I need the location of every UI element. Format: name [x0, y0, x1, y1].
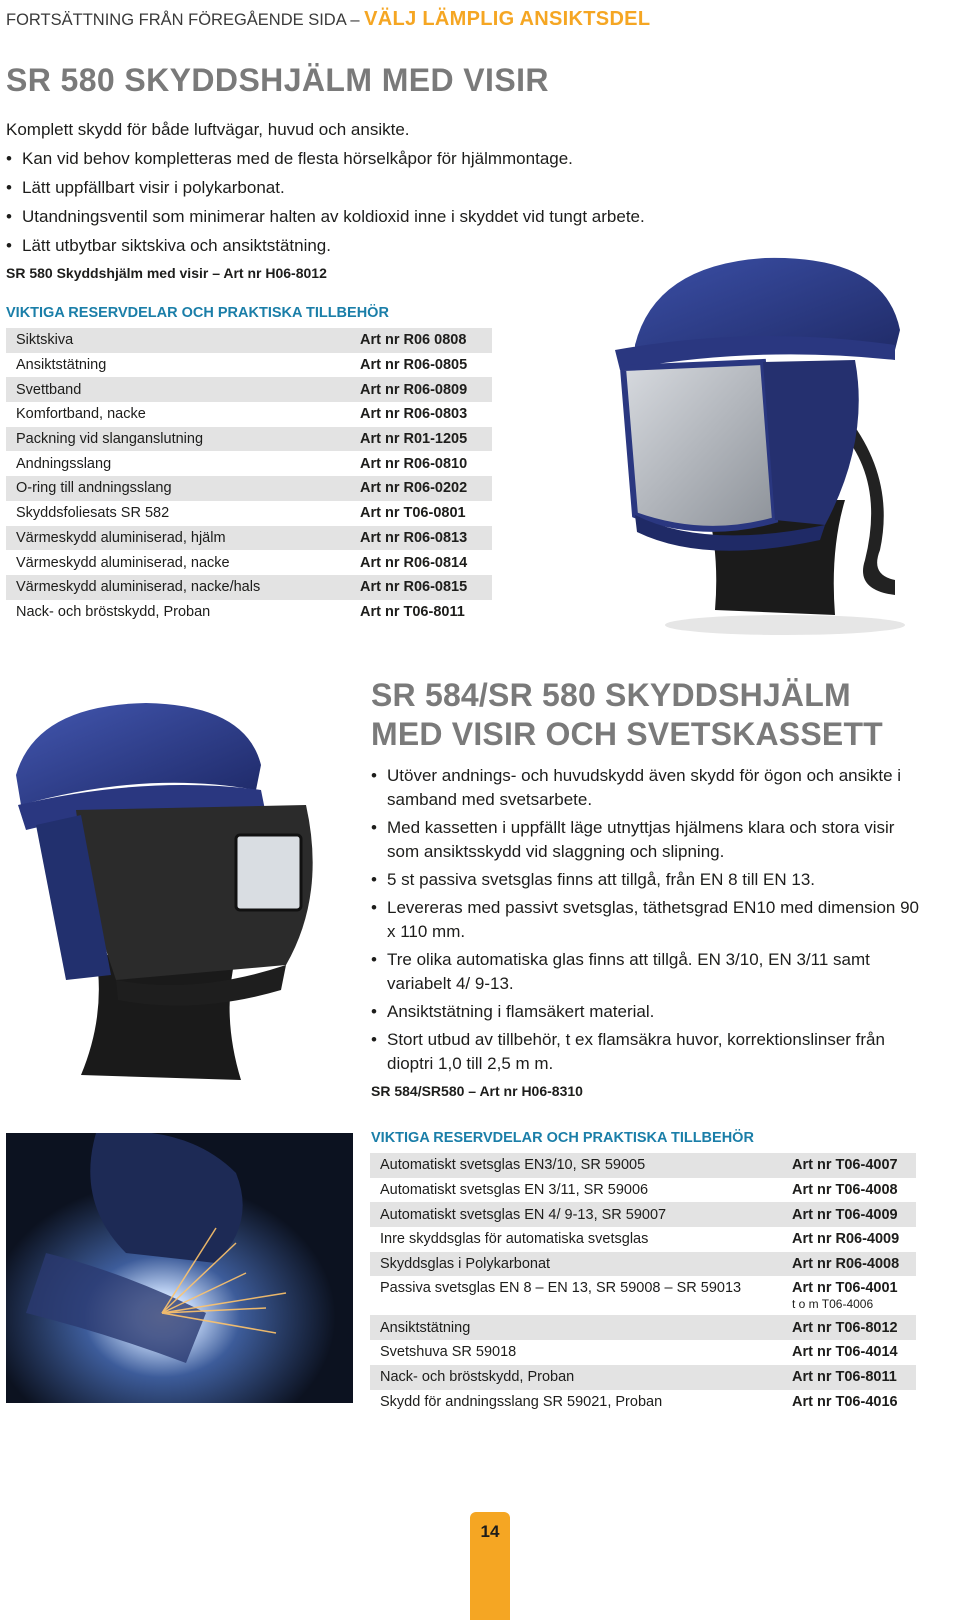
part-name: Siktskiva: [16, 332, 74, 349]
list-item: • Lätt uppfällbart visir i polykarbonat.: [6, 173, 746, 202]
part-art-number: Art nr T06-4009: [792, 1206, 898, 1223]
section2-title-line2: MED VISIR OCH SVETSKASSETT: [371, 716, 883, 752]
table-row: [6, 476, 492, 501]
part-art-number: Art nr R06-4008: [792, 1256, 900, 1273]
table-row: [6, 377, 492, 402]
breadcrumb-prefix: FORTSÄTTNING FRÅN FÖREGÅENDE SIDA –: [6, 11, 365, 29]
part-name: Komfortband, nacke: [16, 406, 146, 423]
list-item: • Kan vid behov kompletteras med de flesta hörselkåpor för hjälmmontage.: [6, 144, 746, 173]
section1-bullet-list: [6, 144, 746, 260]
part-art-number: Art nr R06-4009: [792, 1231, 900, 1248]
list-item: • 5 st passiva svetsglas finns att tillgå, från EN 8 till EN 13.: [371, 868, 931, 892]
part-art-number: Art nr T06-0801: [360, 505, 466, 522]
part-art-number: Art nr R06-0803: [360, 406, 468, 423]
table-row: [6, 353, 492, 378]
list-item: • Utandningsventil som minimerar halten av koldioxid inne i skyddet vid tungt arbete.: [6, 202, 746, 231]
list-item: • Stort utbud av tillbehör, t ex flamsäkra huvor, korrektionslinser från dioptri 1,0 till 2,5 m m.: [371, 1028, 931, 1076]
part-name: Automatiskt svetsglas EN 3/11, SR 59006: [380, 1182, 649, 1199]
part-art-number: Art nr T06-4016: [792, 1393, 898, 1410]
list-item: • Levereras med passivt svetsglas, täthetsgrad EN10 med dimension 90 x 110 mm.: [371, 896, 931, 944]
part-name: Svetshuva SR 59018: [380, 1344, 517, 1361]
table-row: [6, 501, 492, 526]
section2-parts-heading: VIKTIGA RESERVDELAR OCH PRAKTISKA TILLBEHÖR: [371, 1130, 754, 1146]
table-row: [370, 1252, 916, 1277]
table-row: [370, 1340, 916, 1365]
part-name: O-ring till andningsslang: [16, 480, 172, 497]
helmet-visor-photo: [595, 250, 935, 640]
part-art-number: [792, 1280, 916, 1311]
section1-parts-heading: VIKTIGA RESERVDELAR OCH PRAKTISKA TILLBEHÖR: [6, 305, 389, 321]
part-name: Packning vid slanganslutning: [16, 431, 204, 448]
part-art-number: Art nr R06-0809: [360, 381, 468, 398]
table-row: [6, 550, 492, 575]
table-row: [6, 526, 492, 551]
table-row: [370, 1178, 916, 1203]
list-item: • Ansiktstätning i flamsäkert material.: [371, 1000, 931, 1024]
part-art-number: Art nr R06-0810: [360, 455, 468, 472]
part-art-number-range: t o m T06-4006: [792, 1297, 874, 1312]
table-row: [6, 427, 492, 452]
part-name: Svettband: [16, 381, 82, 398]
part-name: Värmeskydd aluminiserad, nacke/hals: [16, 579, 261, 596]
list-item: • Tre olika automatiska glas finns att tillgå. EN 3/10, EN 3/11 samt variabelt 4/ 9-13.: [371, 948, 931, 996]
part-name: Ansiktstätning: [380, 1319, 471, 1336]
section2-title-line1: SR 584/SR 580 SKYDDSHJÄLM: [371, 677, 851, 713]
part-name: Nack- och bröstskydd, Proban: [16, 603, 211, 620]
part-name: Automatiskt svetsglas EN3/10, SR 59005: [380, 1157, 646, 1174]
table-row: [6, 328, 492, 353]
part-art-number: Art nr T06-8011: [792, 1369, 897, 1386]
part-art-number: Art nr T06-8012: [792, 1319, 898, 1336]
part-name: Andningsslang: [16, 455, 112, 472]
section2-bullet-list: [371, 764, 931, 1080]
table-row: [370, 1227, 916, 1252]
part-art-number: Art nr R06-0813: [360, 529, 468, 546]
part-art-number: Art nr T06-4014: [792, 1344, 898, 1361]
section1-parts-table: [6, 328, 492, 624]
breadcrumb: [6, 8, 650, 31]
table-row: [370, 1202, 916, 1227]
section1-intro-text: Komplett skydd för både luftvägar, huvud och ansikte.: [6, 120, 410, 139]
section2-product-line: SR 584/SR580 – Art nr H06-8310: [371, 1083, 583, 1099]
part-art-number: Art nr R06-0202: [360, 480, 468, 497]
section2-parts-table: [370, 1153, 916, 1414]
part-art-number: Art nr R06-0814: [360, 554, 468, 571]
table-row: [370, 1390, 916, 1415]
part-name: Automatiskt svetsglas EN 4/ 9-13, SR 59007: [380, 1206, 667, 1223]
table-row: [370, 1365, 916, 1390]
page-number-tab: [470, 1512, 510, 1620]
part-name: Inre skyddsglas för automatiska svetsglas: [380, 1231, 649, 1248]
welder-photo: [6, 1133, 353, 1403]
part-art-number: Art nr T06-4008: [792, 1182, 898, 1199]
list-item: • Lätt utbytbar siktskiva och ansiktstätning.: [6, 231, 746, 260]
section1-title: SR 580 SKYDDSHJÄLM MED VISIR: [6, 62, 549, 98]
table-row: [6, 451, 492, 476]
part-name: Passiva svetsglas EN 8 – EN 13, SR 59008 – SR 59013: [380, 1280, 742, 1297]
section2-title: [371, 676, 883, 754]
part-name: Ansiktstätning: [16, 357, 107, 374]
table-row: [6, 402, 492, 427]
section1-intro: [6, 115, 746, 260]
breadcrumb-accent: VÄLJ LÄMPLIG ANSIKTSDEL: [364, 8, 651, 30]
part-art-number: Art nr R06-0815: [360, 579, 468, 596]
section1-product-line: SR 580 Skyddshjälm med visir – Art nr H06-8012: [6, 265, 327, 281]
part-name: Skydd för andningsslang SR 59021, Proban: [380, 1393, 663, 1410]
part-art-number: Art nr R01-1205: [360, 431, 468, 448]
list-item: • Utöver andnings- och huvudskydd även skydd för ögon och ansikte i samband med svetsarbete.: [371, 764, 931, 812]
part-name: Värmeskydd aluminiserad, hjälm: [16, 529, 226, 546]
list-item: • Med kassetten i uppfällt läge utnyttjas hjälmens klara och stora visir som ansiktsskydd vid slaggning och slipning.: [371, 816, 931, 864]
table-row: [370, 1276, 916, 1315]
part-name: Nack- och bröstskydd, Proban: [380, 1369, 575, 1386]
page-number: 14: [480, 1522, 500, 1541]
part-name: Skyddsfoliesats SR 582: [16, 505, 170, 522]
part-art-number: Art nr T06-8011: [360, 603, 465, 620]
part-art-number: Art nr T06-4007: [792, 1157, 898, 1174]
part-art-number: Art nr R06-0805: [360, 357, 468, 374]
part-art-number-main: Art nr T06-4001: [792, 1280, 898, 1297]
part-art-number: Art nr R06 0808: [360, 332, 467, 349]
helmet-welding-cassette-photo: [6, 695, 346, 1085]
part-name: Värmeskydd aluminiserad, nacke: [16, 554, 230, 571]
table-row: [370, 1153, 916, 1178]
table-row: [6, 600, 492, 625]
table-row: [370, 1315, 916, 1340]
part-name: Skyddsglas i Polykarbonat: [380, 1256, 551, 1273]
table-row: [6, 575, 492, 600]
